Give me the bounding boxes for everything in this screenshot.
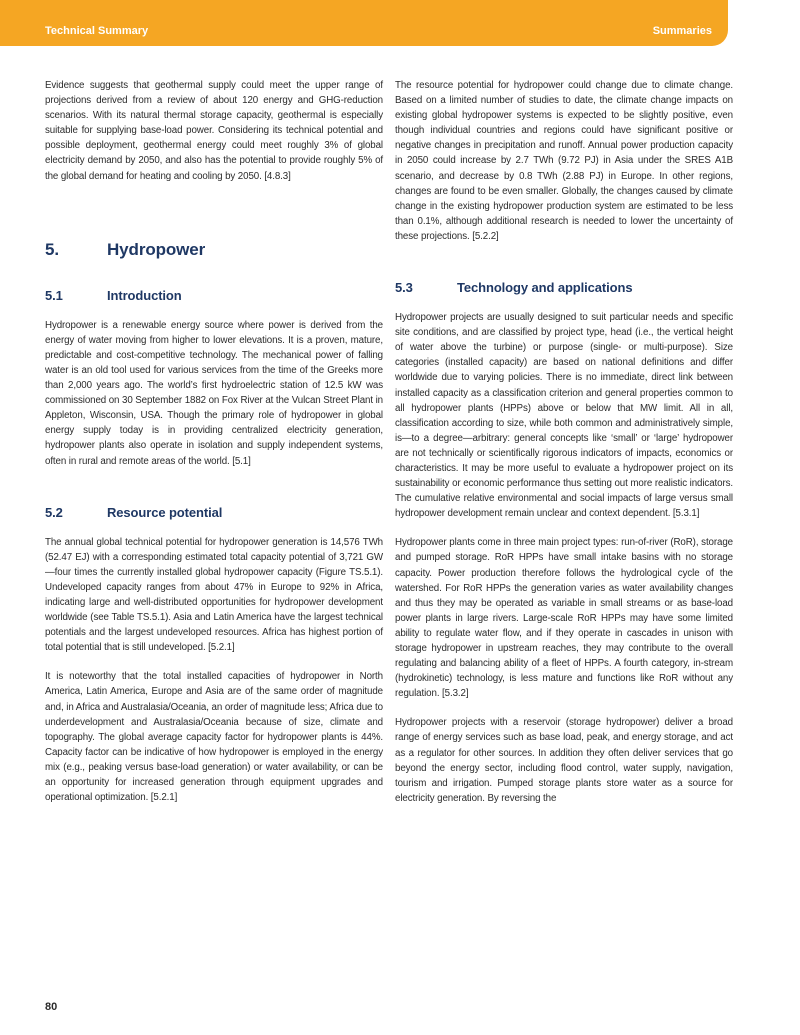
paragraph-resource-potential-1: The annual global technical potential for hydropower generation is 14,576 TWh (52.47 EJ) with a corresponding estimated total capacity potential of 3,721 GW—four times the currently installed global hydropower capacity (Figure TS.5.1). Undeveloped capacity ranges from about 47% in Europe to 92% in Africa, indicating large and well-distributed opportunities for hydropower development worldwide (see Table TS.5.1). Asia and Latin America have the largest technical potentials and the largest undeveloped resources. Africa has highest portion of total potential that is still undeveloped. [5.2.1] <box>45 536 383 654</box>
section-number: 5. <box>45 239 59 259</box>
subsection-number: 5.1 <box>45 287 63 303</box>
paragraph-technology-1: Hydropower projects are usually designed to suit particular needs and specific site conditions, and are classified by project type, head (i.e., the vertical height of water above the turbine) or purpose (single- or multi-purpose). Size categories (installed capacity) are based on national definitions and differ worldwide due to varying policies. There is no immediate, direct link between installed capacity as a classification criterion and general properties common to all hydropower plants (HPPs) above or below that MW limit. All in all, classification according to size, while both common and administratively simple, is—to a degree—arbitrary: general concepts like ‘small’ or ‘large’ hydropower are not technically or scientifically rigorous indicators of impacts, economics or characteristics. It may be more useful to evaluate a hydropower project on its sustainability or economic performance thus setting out more realistic indicators. The cumulative relative environmental and social impacts of large versus small hydropower development remain unclear and context dependent. [5.3.1] <box>395 312 733 520</box>
paragraph-technology-3: Hydropower projects with a reservoir (storage hydropower) deliver a broad range of energy services such as base load, peak, and energy storage, and act as a regulator for other sources. In addition they often deliver services that go beyond the energy sector, including flood control, water supply, navigation, tourism and irrigation. Pumped storage plants store water as a source for electricity generation. By reversing the <box>395 717 733 804</box>
header-bar <box>0 0 728 46</box>
subsection-heading-resource-potential <box>45 505 383 521</box>
left-column <box>45 78 383 819</box>
section-title: Hydropower <box>107 239 206 259</box>
subsection-number: 5.3 <box>395 280 413 296</box>
subsection-number: 5.2 <box>45 504 63 520</box>
section-heading-hydropower <box>45 240 383 260</box>
paragraph-technology-2: Hydropower plants come in three main project types: run-of-river (RoR), storage and pumped storage. RoR HPPs have small intake basins with no storage capacity. Power production therefore follows the hydrological cycle of the watershed. For RoR HPPs the generation varies as water availability changes and thus they may be operated as variable in small streams or as base-load power plants in large rivers. Large-scale RoR HPPs may have some limited ability to regulate water flow, and if they operate in cascades in unison with storage hydropower in upstream reaches, they may contribute to the overall regulating and balancing ability of a fleet of HPPs. A fourth category, in-stream (hydrokinetic) technology, is less mature and functions like RoR without any regulation. [5.3.2] <box>395 537 733 700</box>
right-column <box>395 78 733 820</box>
paragraph-introduction: Hydropower is a renewable energy source where power is derived from the energy of water moving from higher to lower elevations. It is a proven, mature, predictable and cost-competitive technology. The mechanical power of falling water is an old tool used for various services from the time of the Greeks more than 2,000 years ago. The world’s first hydroelectric station of 12.5 kW was commissioned on 30 September 1882 on Fox River at the Vulcan Street Plant in Appleton, Wisconsin, USA. Though the primary role of hydropower in global energy supply today is in providing centralized electricity generation, hydropower plants also operate in isolation and supply independent systems, often in rural and remote areas of the world. [5.1] <box>45 319 383 467</box>
page-number: 80 <box>45 1001 58 1013</box>
subsection-heading-technology <box>395 280 733 296</box>
subsection-heading-introduction <box>45 288 383 304</box>
paragraph-climate-change: The resource potential for hydropower could change due to climate change. Based on a limited number of studies to date, the climate change impacts on existing global hydropower systems is expected to be slightly positive, even though individual countries and regions could have significant positive or negative changes in precipitation and runoff. Annual power production capacity in 2050 could increase by 2.7 TWh (9.72 PJ) in Asia under the SRES A1B scenario, and decrease by 0.8 TWh (2.88 PJ) in Europe. In other regions, changes are found to be even smaller. Globally, the changes caused by climate change in the existing hydropower production system are estimated to be less than 0.1%, although additional research is needed to lower the uncertainty of these projections. [5.2.2] <box>395 80 733 242</box>
subsection-title: Introduction <box>107 287 182 303</box>
subsection-title: Technology and applications <box>457 280 633 296</box>
running-header-left: Technical Summary <box>45 25 149 37</box>
paragraph-resource-potential-2: It is noteworthy that the total installed capacities of hydropower in North America, Latin America, Europe and Asia are of the same order of magnitude and, in Africa and Australasia/Oceania, an order of magnitude less; Africa due to underdevelopment and Australasia/Oceania because of size, climate and topography. The global average capacity factor for hydropower plants is 44%. Capacity factor can be indicative of how hydropower is employed in the energy mix (e.g., peaking versus base-load generation) or water availability, or can be an opportunity for increased generation through equipment upgrades and operational optimization. [5.2.1] <box>45 671 383 804</box>
subsection-title: Resource potential <box>107 504 223 520</box>
paragraph-geothermal: Evidence suggests that geothermal supply could meet the upper range of projections derived from a review of about 120 energy and GHG-reduction scenarios. With its natural thermal storage capacity, geothermal is especially suitable for supplying base-load power. Considering its technical potential and possible deployment, geothermal energy could meet roughly 3% of global electricity demand by 2050, and also has the potential to provide roughly 5% of the global demand for heating and cooling by 2050. [4.8.3] <box>45 80 383 182</box>
running-header-right: Summaries <box>652 25 712 37</box>
